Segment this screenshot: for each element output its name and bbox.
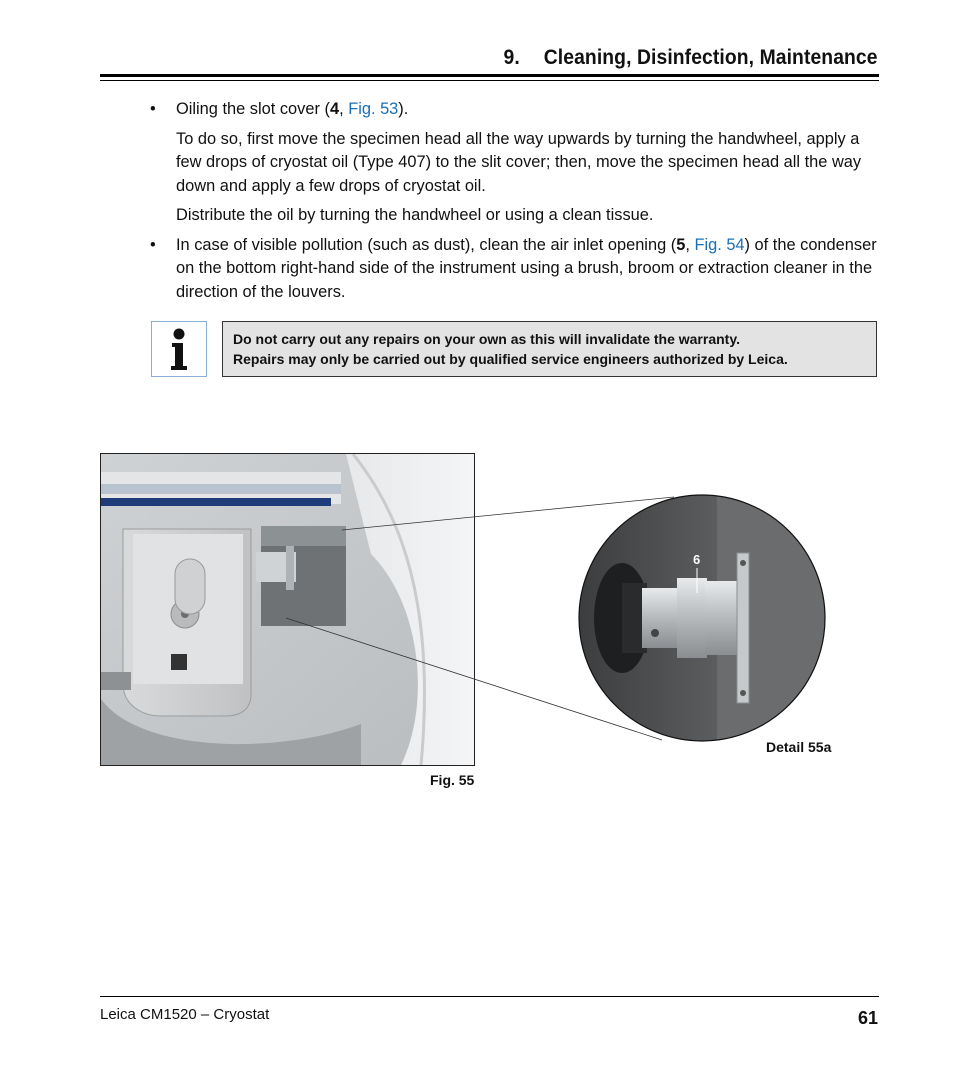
section-number: 9. [503, 46, 521, 69]
page-number: 61 [857, 1008, 878, 1028]
figure-caption: Fig. 55 [430, 772, 475, 788]
fig-54-link[interactable]: Fig. 54 [694, 235, 745, 254]
instrument-photo [100, 453, 475, 766]
warranty-notice-box [222, 321, 877, 377]
bullet2-text-pre: In case of visible pollution (such as dust), clean the air inlet opening ( [176, 235, 677, 254]
footer-product-name: Leica CM1520 – Cryostat [100, 1006, 270, 1023]
bullet1-text-post: ). [398, 100, 409, 118]
bullet2-ref-number: 5 [676, 235, 686, 254]
bullet-clean-air-inlet [176, 234, 879, 305]
bullet1-ref-number: 4 [329, 100, 340, 118]
body-text [150, 98, 879, 310]
section-heading [504, 46, 878, 70]
fig-53-link[interactable]: Fig. 53 [348, 100, 399, 118]
bullet1-text-pre: Oiling the slot cover ( [176, 100, 330, 118]
bullet2-separator: , [685, 235, 695, 254]
detail-magnified-view [577, 493, 827, 743]
notice-line-1: Do not carry out any repairs on your own as this will invalidate the warranty. [233, 331, 740, 347]
footer-rule [100, 996, 879, 997]
paragraph-oiling-steps: To do so, first move the specimen head all the way upwards by turning the handwheel, apply a few drops of cryostat oil (Type 407) to the slit cover; then, move the specimen head all the way down and apply a few drops of cryostat oil. [176, 129, 862, 195]
bullet-oiling-slot-cover [176, 98, 879, 122]
info-icon [151, 321, 207, 377]
header-rule-thin [100, 80, 879, 81]
header-rule-thick [100, 74, 879, 77]
paragraph-distribute-oil: Distribute the oil by turning the handwheel or using a clean tissue. [176, 206, 654, 224]
detail-caption: Detail 55a [766, 739, 832, 755]
bullet1-separator: , [339, 100, 349, 118]
notice-line-2: Repairs may only be carried out by qualified service engineers authorized by Leica. [233, 351, 788, 367]
section-title: Cleaning, Disinfection, Maintenance [544, 46, 878, 69]
detail-part-number-label: 6 [693, 552, 701, 567]
bullet2-text-post: ) of the condenser on the bottom right-hand side of the instrument using a brush, broom or extraction cleaner in the direction of the louvers. [176, 235, 877, 301]
